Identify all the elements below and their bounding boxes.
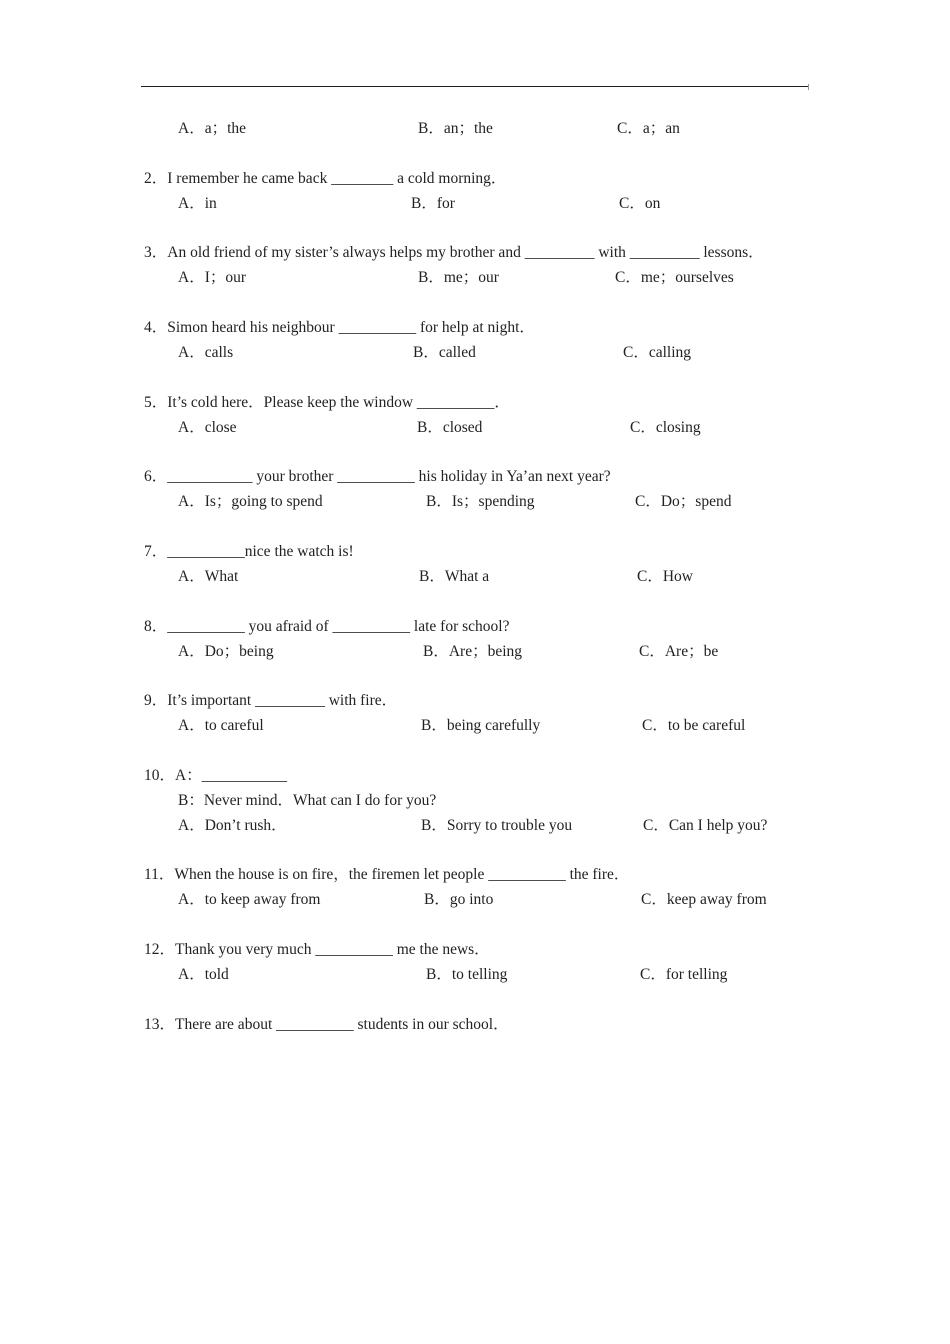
q11-option-c: C．keep away from (641, 891, 767, 908)
q10-option-c: C．Can I help you? (643, 817, 768, 834)
q7-stem: 7．__________nice the watch is! (144, 543, 354, 560)
q10-dialogue-b: B：Never mind．What can I do for you? (178, 792, 437, 809)
q12-option-c: C．for telling (640, 966, 728, 983)
q12-stem: 12．Thank you very much __________ me the news． (144, 941, 490, 958)
q10-option-b: B．Sorry to trouble you (421, 817, 573, 834)
q3-stem: 3．An old friend of my sister’s always helps my brother and _________ with _________ lessons． (144, 244, 764, 261)
q5-option-a: A．close (178, 419, 237, 436)
q11-option-a: A．to keep away from (178, 891, 321, 908)
q11-option-b: B．go into (424, 891, 494, 908)
q9-stem: 9．It’s important _________ with fire． (144, 692, 398, 709)
q8-option-b: B．Are；being (423, 643, 523, 660)
q3-option-a: A．I；our (178, 269, 247, 286)
q8-option-c: C．Are；be (639, 643, 719, 660)
q2-option-b: B．for (411, 195, 455, 212)
q7-option-c: C．How (637, 568, 693, 585)
q9-option-c: C．to be careful (642, 717, 746, 734)
q7-option-a: A．What (178, 568, 239, 585)
header-rule-mark (808, 84, 809, 90)
q10-option-a: A．Don’t rush． (178, 817, 287, 834)
q12-option-b: B．to telling (426, 966, 508, 983)
q5-option-b: B．closed (417, 419, 483, 436)
q6-option-a: A．Is；going to spend (178, 493, 323, 510)
q7-option-b: B．What a (419, 568, 490, 585)
q1-option-b: B．an；the (418, 120, 493, 137)
q8-stem: 8．__________ you afraid of __________ late for school? (144, 618, 510, 635)
q10-stem: 10．A：___________ (144, 767, 287, 784)
q3-option-c: C．me；ourselves (615, 269, 734, 286)
q13-stem: 13．There are about __________ students in our school． (144, 1016, 509, 1033)
q2-stem: 2．I remember he came back ________ a cold morning． (144, 170, 507, 187)
q6-stem: 6．___________ your brother __________ his holiday in Ya’an next year? (144, 468, 611, 485)
q4-stem: 4．Simon heard his neighbour __________ for help at night． (144, 319, 535, 336)
q5-stem: 5．It’s cold here．Please keep the window __________． (144, 394, 510, 411)
q5-option-c: C．closing (630, 419, 701, 436)
q2-option-c: C．on (619, 195, 661, 212)
q8-option-a: A．Do；being (178, 643, 274, 660)
q9-option-b: B．being carefully (421, 717, 541, 734)
header-rule (141, 86, 809, 87)
q2-option-a: A．in (178, 195, 217, 212)
q6-option-c: C．Do；spend (635, 493, 732, 510)
q4-option-b: B．called (413, 344, 476, 361)
q4-option-a: A．calls (178, 344, 234, 361)
q6-option-b: B．Is；spending (426, 493, 535, 510)
q1-option-c: C．a；an (617, 120, 680, 137)
q9-option-a: A．to careful (178, 717, 264, 734)
q12-option-a: A．told (178, 966, 229, 983)
q11-stem: 11．When the house is on fire，the firemen let people __________ the fire． (144, 866, 630, 883)
q3-option-b: B．me；our (418, 269, 499, 286)
q1-option-a: A．a；the (178, 120, 247, 137)
q4-option-c: C．calling (623, 344, 692, 361)
